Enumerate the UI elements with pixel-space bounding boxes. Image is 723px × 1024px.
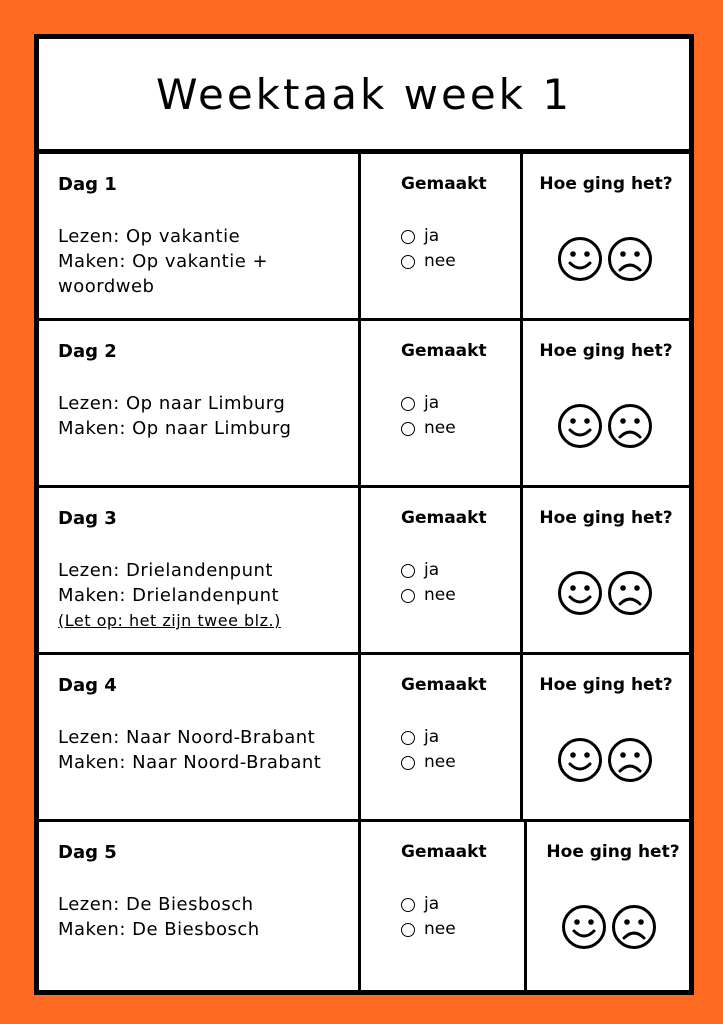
smiley-sad-icon[interactable] (607, 403, 653, 449)
task-text (58, 391, 291, 441)
day-row (39, 154, 689, 321)
task-text (58, 725, 321, 775)
made-cell (361, 822, 527, 990)
circle-icon[interactable] (401, 564, 415, 578)
made-header: Gemaakt (401, 508, 487, 528)
option-yes[interactable] (401, 558, 456, 583)
circle-icon[interactable] (401, 230, 415, 244)
task-cell (39, 321, 361, 485)
option-no[interactable] (401, 583, 456, 608)
page-title: Weektaak week 1 (155, 69, 573, 119)
how-cell (523, 321, 689, 485)
make-task: Maken: Drielandenpunt (58, 585, 280, 606)
make-task: Maken: Naar Noord-Brabant (58, 752, 322, 773)
smiley-sad-icon[interactable] (607, 737, 653, 783)
make-task: Maken: Op naar Limburg (58, 418, 292, 439)
circle-icon[interactable] (401, 255, 415, 269)
read-task: Lezen: Op vakantie (58, 226, 241, 247)
made-cell (361, 321, 523, 485)
how-cell (527, 822, 689, 990)
day-row (39, 822, 689, 990)
how-cell (523, 488, 689, 652)
option-no-label: nee (424, 919, 456, 939)
how-header: Hoe ging het? (539, 341, 673, 361)
task-cell (39, 655, 361, 819)
smiley-sad-icon[interactable] (607, 236, 653, 282)
made-options (401, 892, 456, 942)
face-options (561, 904, 657, 950)
day-row (39, 655, 689, 822)
task-text (58, 892, 260, 942)
made-cell (361, 154, 523, 318)
made-cell (361, 655, 523, 819)
day-row (39, 321, 689, 488)
made-header: Gemaakt (401, 675, 487, 695)
option-yes-label: ja (424, 226, 440, 246)
smiley-happy-icon[interactable] (557, 737, 603, 783)
made-options (401, 391, 456, 441)
make-task: Maken: De Biesbosch (58, 919, 260, 940)
smiley-happy-icon[interactable] (557, 403, 603, 449)
how-cell (523, 154, 689, 318)
made-header: Gemaakt (401, 842, 487, 862)
made-options (401, 224, 456, 274)
circle-icon[interactable] (401, 731, 415, 745)
option-yes-label: ja (424, 393, 440, 413)
how-header: Hoe ging het? (539, 675, 673, 695)
circle-icon[interactable] (401, 898, 415, 912)
day-row (39, 488, 689, 655)
made-options (401, 558, 456, 608)
day-label: Dag 5 (58, 842, 117, 863)
option-no-label: nee (424, 752, 456, 772)
circle-icon[interactable] (401, 397, 415, 411)
circle-icon[interactable] (401, 422, 415, 436)
made-cell (361, 488, 523, 652)
option-no[interactable] (401, 917, 456, 942)
day-label: Dag 3 (58, 508, 117, 529)
face-options (557, 403, 653, 449)
option-yes[interactable] (401, 725, 456, 750)
circle-icon[interactable] (401, 923, 415, 937)
smiley-happy-icon[interactable] (557, 236, 603, 282)
task-note: (Let op: het zijn twee blz.) (58, 611, 281, 630)
make-task: Maken: Op vakantie + (58, 251, 269, 272)
option-yes[interactable] (401, 224, 456, 249)
day-label: Dag 2 (58, 341, 117, 362)
how-header: Hoe ging het? (539, 174, 673, 194)
task-cell (39, 154, 361, 318)
how-cell (523, 655, 689, 819)
option-no-label: nee (424, 585, 456, 605)
made-options (401, 725, 456, 775)
smiley-happy-icon[interactable] (561, 904, 607, 950)
option-yes-label: ja (424, 894, 440, 914)
task-cell (39, 822, 361, 990)
read-task: Lezen: De Biesbosch (58, 894, 254, 915)
make-task-extra: woordweb (58, 276, 155, 297)
circle-icon[interactable] (401, 589, 415, 603)
made-header: Gemaakt (401, 341, 487, 361)
option-yes-label: ja (424, 727, 440, 747)
smiley-sad-icon[interactable] (611, 904, 657, 950)
option-no-label: nee (424, 251, 456, 271)
option-no[interactable] (401, 750, 456, 775)
task-cell (39, 488, 361, 652)
made-header: Gemaakt (401, 174, 487, 194)
smiley-happy-icon[interactable] (557, 570, 603, 616)
option-no-label: nee (424, 418, 456, 438)
option-no[interactable] (401, 249, 456, 274)
task-text (58, 558, 281, 633)
option-yes[interactable] (401, 892, 456, 917)
read-task: Lezen: Drielandenpunt (58, 560, 273, 581)
worksheet (34, 34, 694, 995)
face-options (557, 737, 653, 783)
day-label: Dag 1 (58, 174, 117, 195)
how-header: Hoe ging het? (546, 842, 680, 862)
face-options (557, 236, 653, 282)
title-box (39, 39, 689, 154)
how-header: Hoe ging het? (539, 508, 673, 528)
option-yes[interactable] (401, 391, 456, 416)
day-label: Dag 4 (58, 675, 117, 696)
face-options (557, 570, 653, 616)
option-yes-label: ja (424, 560, 440, 580)
smiley-sad-icon[interactable] (607, 570, 653, 616)
circle-icon[interactable] (401, 756, 415, 770)
task-text (58, 224, 268, 299)
read-task: Lezen: Op naar Limburg (58, 393, 286, 414)
read-task: Lezen: Naar Noord-Brabant (58, 727, 316, 748)
option-no[interactable] (401, 416, 456, 441)
